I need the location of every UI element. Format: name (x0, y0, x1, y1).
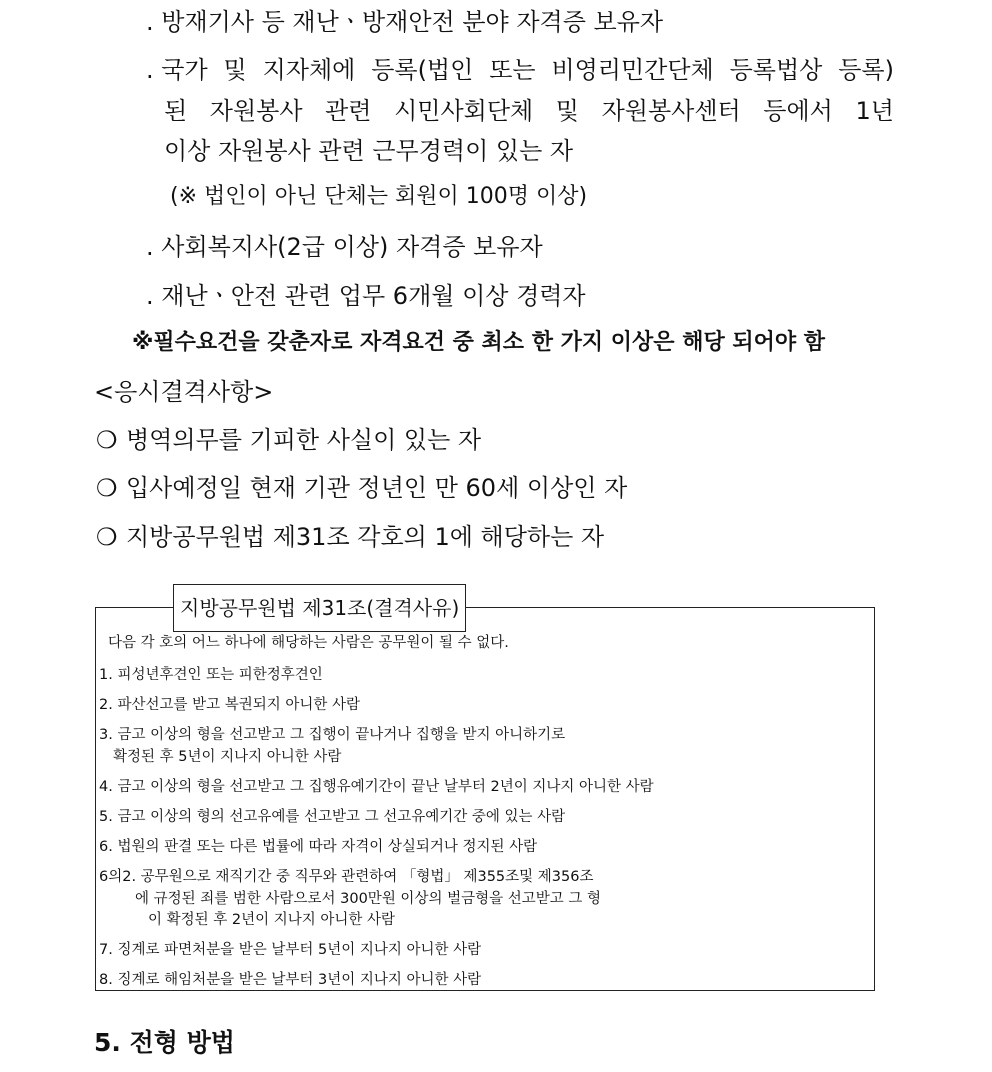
word: 자원봉사 (209, 97, 303, 125)
disqualification-heading: <응시결격사항> (94, 378, 274, 406)
word: 지자체에 (262, 56, 356, 84)
law-item-6-2-line-2: 에 규정된 죄를 범한 사람으로서 300만원 이상의 벌금형을 선고받고 그 형 (135, 891, 601, 907)
disqualification-item (96, 522, 604, 552)
qualification-item-1: . 방재기사 등 재난ㆍ방재안전 분야 자격증 보유자 (146, 8, 664, 36)
law-item-4: 4. 금고 이상의 형을 선고받고 그 집행유예기간이 끝난 날부터 2년이 지나지 아니한 사람 (99, 779, 654, 795)
law-item-6: 6. 법원의 판결 또는 다른 법률에 따라 자격이 상실되거나 정지된 사람 (99, 839, 538, 855)
word: 관련 (325, 97, 372, 125)
word: 된 (164, 97, 188, 125)
circle-bullet-icon: ❍ (96, 523, 118, 551)
qualification-item-2-line-3: 이상 자원봉사 관련 근무경력이 있는 자 (164, 137, 574, 165)
law-item-5: 5. 금고 이상의 형의 선고유예를 선고받고 그 선고유예기간 중에 있는 사람 (99, 809, 566, 825)
word: 등록) (838, 56, 894, 84)
requirement-note: ※필수요건을 갖춘자로 자격요건 중 최소 한 가지 이상은 해당 되어야 함 (132, 330, 826, 355)
circle-bullet-icon: ❍ (96, 426, 118, 454)
law-box-title: 지방공무원법 제31조(결격사유) (173, 584, 466, 632)
word: 등록법상 (729, 56, 823, 84)
word: 등에서 (763, 97, 833, 125)
law-item-7: 7. 징계로 파면처분을 받은 날부터 5년이 지나지 아니한 사람 (99, 942, 482, 958)
law-item-8: 8. 징계로 해임처분을 받은 날부터 3년이 지나지 아니한 사람 (99, 972, 482, 988)
circle-bullet-icon: ❍ (96, 474, 118, 502)
qualification-item-2-line-2 (164, 96, 894, 126)
word: 비영리민간단체 (551, 56, 714, 84)
qualification-item-4: . 재난ㆍ안전 관련 업무 6개월 이상 경력자 (146, 282, 586, 310)
word: 또는 (489, 56, 536, 84)
word: 등록(법인 (371, 56, 474, 84)
law-intro: 다음 각 호의 어느 하나에 해당하는 사람은 공무원이 될 수 없다. (108, 635, 509, 651)
qualification-item-2-note: (※ 법인이 아닌 단체는 회원이 100명 이상) (170, 184, 588, 209)
law-item-6-2-line-1: 6의2. 공무원으로 재직기간 중 직무와 관련하여 「형법」 제355조및 제356조 (99, 869, 594, 885)
word: 1년 (855, 97, 894, 125)
law-item-3-line-1: 3. 금고 이상의 형을 선고받고 그 집행이 끝나거나 집행을 받지 아니하기로 (99, 727, 566, 743)
disqualification-item (96, 425, 481, 455)
law-item-2: 2. 파산선고를 받고 복권되지 아니한 사람 (99, 697, 360, 713)
word: . 국가 (146, 56, 208, 84)
disqualification-item-text: 병역의무를 기피한 사실이 있는 자 (126, 426, 482, 454)
section-heading: 5. 전형 방법 (94, 1028, 235, 1057)
law-item-3-line-2: 확정된 후 5년이 지나지 아니한 사람 (113, 749, 342, 765)
disqualification-item-text: 지방공무원법 제31조 각호의 1에 해당하는 자 (126, 523, 605, 551)
word: 및 (223, 56, 247, 84)
law-item-6-2-line-3: 이 확정된 후 2년이 지나지 아니한 사람 (148, 912, 395, 928)
disqualification-item (96, 473, 627, 503)
qualification-item-2-line-1 (146, 55, 894, 85)
disqualification-item-text: 입사예정일 현재 기관 정년인 만 60세 이상인 자 (126, 474, 628, 502)
word: 시민사회단체 (394, 97, 534, 125)
law-item-1: 1. 피성년후견인 또는 피한정후견인 (99, 667, 323, 683)
qualification-item-3: . 사회복지사(2급 이상) 자격증 보유자 (146, 233, 543, 261)
word: 자원봉사센터 (601, 97, 741, 125)
word: 및 (555, 97, 579, 125)
